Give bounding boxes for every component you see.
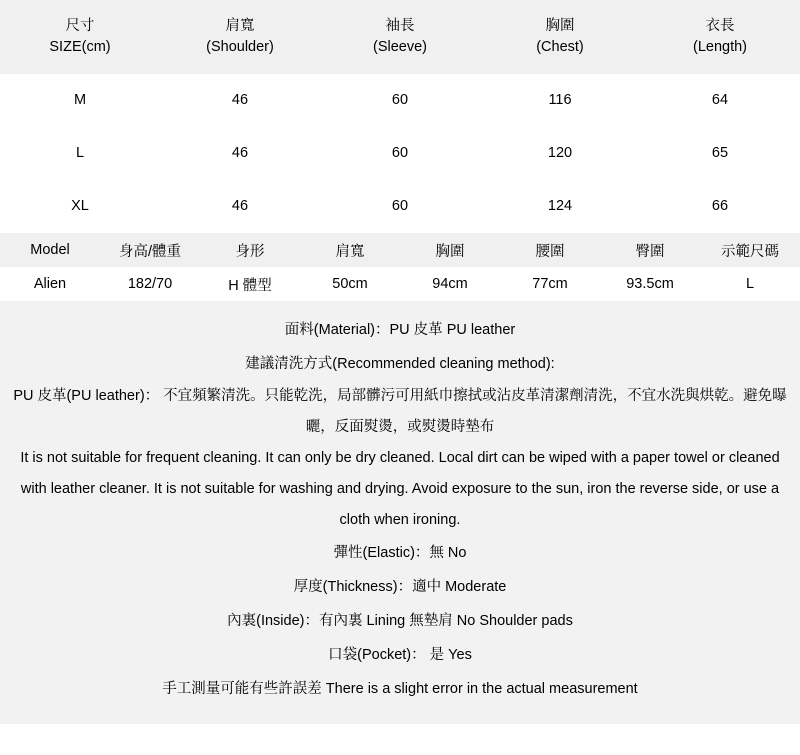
header-en-label: (Sleeve) [373,39,427,55]
cell-length: 66 [711,197,729,214]
note-elastic: 彈性(Elastic)：無 No [333,545,467,561]
model-header-model: Model [30,242,70,258]
cell-length: 65 [711,144,729,161]
header-cn-label: 衣長 [705,17,735,34]
cell-shoulder: 46 [231,144,249,161]
model-table-value-row [0,267,800,301]
header-cn-label: 袖長 [385,17,415,34]
note-material: 面料(Material)：PU 皮革 PU leather [284,322,516,338]
model-header-shoulder: 肩寬 [335,243,365,260]
model-value-hip: 93.5cm [626,276,674,292]
header-cn-label: 尺寸 [65,17,95,34]
note-measurement: 手工測量可能有些許誤差 There is a slight error in the actual measurement [162,681,638,697]
cell-sleeve: 60 [391,91,409,108]
table-row [0,74,800,127]
table-row [0,180,800,233]
size-table-header-row [0,0,800,74]
model-header-height-weight: 身高/體重 [118,243,182,260]
cell-size: L [75,144,85,161]
note-thickness: 厚度(Thickness)：適中 Moderate [293,579,507,595]
cell-chest: 116 [548,91,572,108]
size-table-header-length [640,0,800,74]
cell-chest: 124 [547,197,573,214]
table-row [0,127,800,180]
model-header-waist: 腰圍 [535,243,565,260]
model-table [0,233,800,301]
model-value-shoulder: 50cm [332,276,368,292]
size-table-header-shoulder [160,0,320,74]
care-notes-section [0,301,800,724]
cell-size: M [73,91,87,108]
note-inside: 內裏(Inside)：有內裏 Lining 無墊肩 No Shoulder pads [227,613,573,629]
header-cn-label: 胸圍 [545,17,575,34]
cell-sleeve: 60 [391,144,409,161]
note-cleaning-heading: 建議清洗方式(Recommended cleaning method): [245,356,555,372]
cell-shoulder: 46 [231,197,249,214]
model-value-chest: 94cm [432,276,468,292]
cell-shoulder: 46 [231,91,249,108]
cell-sleeve: 60 [391,197,409,214]
model-header-hip: 臀圍 [635,243,665,260]
model-value-height-weight: 182/70 [127,276,173,292]
model-value-demo-size: L [745,276,755,292]
header-en-label: (Shoulder) [206,39,274,55]
note-cleaning-en: It is not suitable for frequent cleaning. It can only be dry cleaned. Local dirt can be wiped with a paper towel or cleaned with leather cleaner. It is not suitable for washing and drying. Avoid exposure to the sun, iron the reverse side, or use a cloth when ironing. [20,450,780,528]
header-en-label: (Length) [692,39,747,55]
size-table-header-chest [480,0,640,74]
model-header-body-shape: 身形 [235,243,265,260]
size-table-header-size [0,0,160,74]
model-value-model: Alien [33,276,67,292]
header-en-label: SIZE(cm) [49,39,111,55]
model-value-body-shape: H 體型 [228,277,272,294]
cell-size: XL [71,197,89,214]
size-table-header-sleeve [320,0,480,74]
cell-chest: 120 [547,144,573,161]
note-cleaning-cn: PU 皮革(PU leather)： 不宜頻繁清洗。只能乾洗，局部髒污可用紙巾擦拭或沾皮革清潔劑清洗，不宜水洗與烘乾。避免曝曬，反面熨燙，或熨燙時墊布 [13,388,787,435]
header-cn-label: 肩寬 [225,17,255,34]
size-table [0,0,800,233]
model-table-header-row [0,233,800,267]
model-header-demo-size: 示範尺碼 [721,243,779,260]
model-header-chest: 胸圍 [435,243,465,260]
header-en-label: (Chest) [536,39,584,55]
note-pocket: 口袋(Pocket)： 是 Yes [328,647,472,663]
model-value-waist: 77cm [532,276,568,292]
cell-length: 64 [711,91,729,108]
